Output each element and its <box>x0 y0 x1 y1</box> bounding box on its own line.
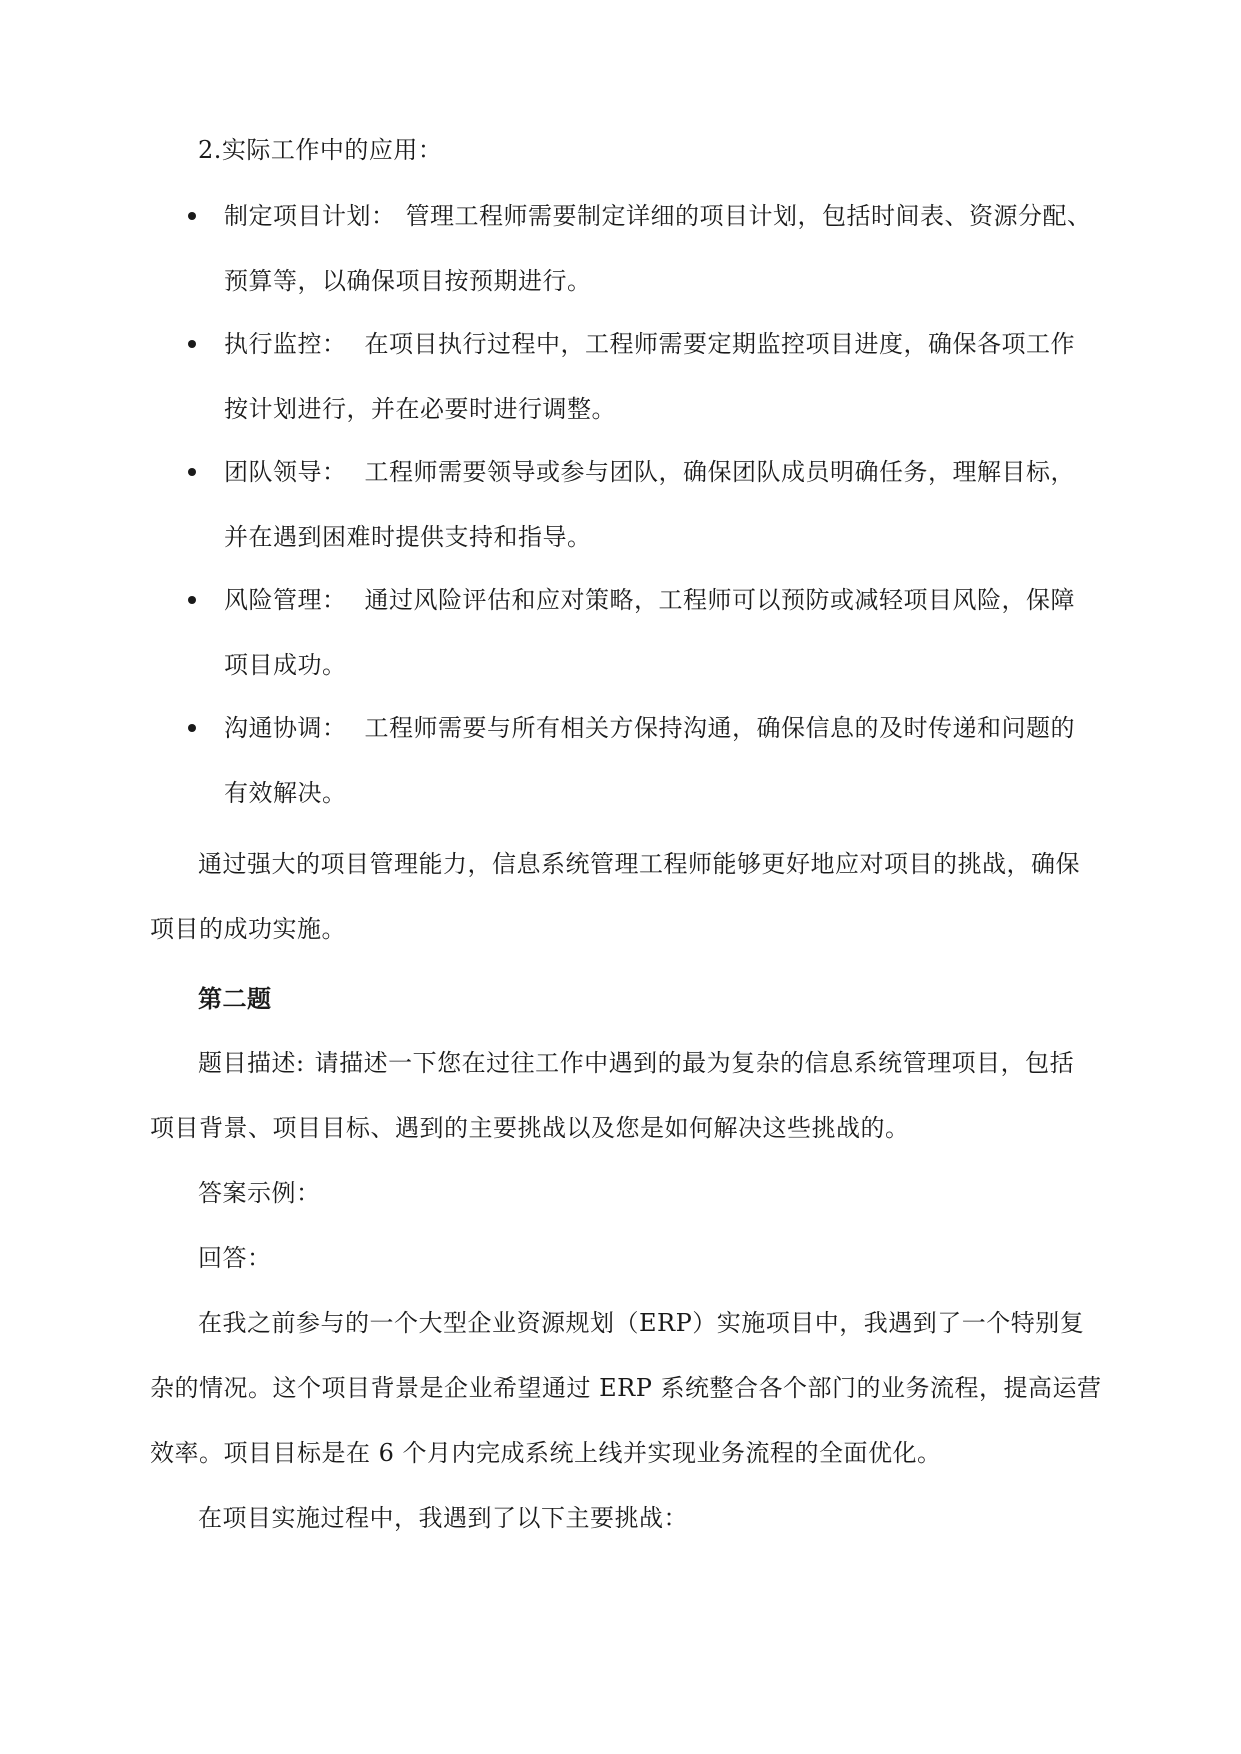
question-line-1 <box>198 1047 1074 1079</box>
answer-line-3: 效率。项目目标是在 6 个月内完成系统上线并实现业务流程的全面优化。 <box>150 1439 942 1467</box>
bullet-dot <box>188 724 196 732</box>
bullet-term: 制定项目计划： <box>224 202 396 230</box>
summary-line-1: 通过强大的项目管理能力，信息系统管理工程师能够更好地应对项目的挑战，确保 <box>198 850 1080 878</box>
bullet-item-2-line-1 <box>224 328 1075 360</box>
bullet-item-4-line-2: 项目成功。 <box>224 651 347 679</box>
bullet-term: 执行监控： <box>224 330 347 358</box>
section-heading: 2.实际工作中的应用： <box>198 136 443 164</box>
answer-line-1: 在我之前参与的一个大型企业资源规划（ERP）实施项目中，我遇到了一个特别复 <box>198 1309 1085 1337</box>
bullet-term: 风险管理： <box>224 586 347 614</box>
bullet-dot <box>188 468 196 476</box>
bullet-item-4-line-1 <box>224 584 1075 616</box>
question-text: 请描述一下您在过往工作中遇到的最为复杂的信息系统管理项目，包括 <box>314 1049 1075 1077</box>
bullet-item-3-line-1 <box>224 456 1075 488</box>
answer-line-2: 杂的情况。这个项目背景是企业希望通过 ERP 系统整合各个部门的业务流程，提高运营 <box>150 1374 1102 1402</box>
bullet-item-5-line-2: 有效解决。 <box>224 779 347 807</box>
bullet-item-1-line-1 <box>224 200 1092 232</box>
question-line-2: 项目背景、项目目标、遇到的主要挑战以及您是如何解决这些挑战的。 <box>150 1114 910 1142</box>
bullet-dot <box>188 340 196 348</box>
bullet-item-1-line-2: 预算等，以确保项目按预期进行。 <box>224 267 592 295</box>
bullet-text: 管理工程师需要制定详细的项目计划，包括时间表、资源分配、 <box>405 202 1092 230</box>
summary-line-2: 项目的成功实施。 <box>150 915 346 943</box>
bullet-text: 工程师需要领导或参与团队，确保团队成员明确任务，理解目标， <box>364 458 1075 486</box>
bullet-text: 在项目执行过程中，工程师需要定期监控项目进度，确保各项工作 <box>364 330 1075 358</box>
answer-example-label: 答案示例： <box>198 1179 321 1207</box>
question-title: 第二题 <box>198 984 272 1013</box>
bullet-text: 通过风险评估和应对策略，工程师可以预防或减轻项目风险，保障 <box>364 586 1075 614</box>
bullet-item-5-line-1 <box>224 712 1075 744</box>
bullet-text: 工程师需要与所有相关方保持沟通，确保信息的及时传递和问题的 <box>364 714 1075 742</box>
challenges-intro: 在项目实施过程中，我遇到了以下主要挑战： <box>198 1504 688 1532</box>
bullet-term: 沟通协调： <box>224 714 347 742</box>
bullet-dot <box>188 212 196 220</box>
bullet-term: 团队领导： <box>224 458 347 486</box>
bullet-item-2-line-2: 按计划进行，并在必要时进行调整。 <box>224 395 616 423</box>
answer-label: 回答： <box>198 1244 272 1272</box>
bullet-dot <box>188 596 196 604</box>
bullet-item-3-line-2: 并在遇到困难时提供支持和指导。 <box>224 523 592 551</box>
question-label: 题目描述: <box>198 1049 305 1077</box>
